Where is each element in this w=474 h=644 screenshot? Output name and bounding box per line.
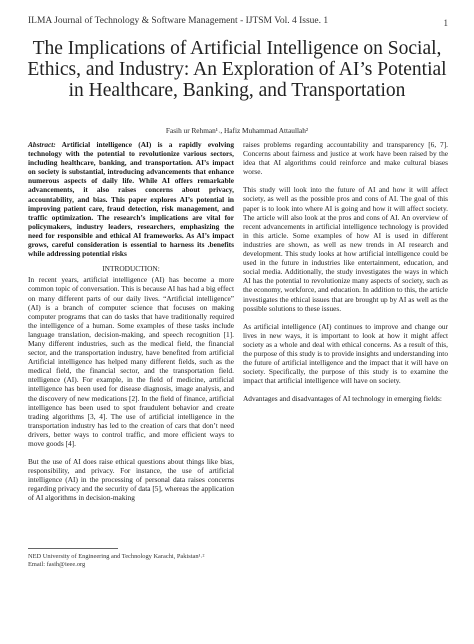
- page-number: 1: [443, 18, 448, 28]
- right-paragraph-1: raises problems regarding accountability and transparency [6, 7]. Concerns about fairness and justice at work have been raised by the idea that AI algorithms could reinforce and make cultural biases worse.: [243, 140, 448, 177]
- right-paragraph-3: As artificial intelligence (AI) continues to improve and change our lives in new ways, it is important to look at how it might affect society as a whole and deal with ethical concerns. As a result of this, the purpose of this study is to provide insights and understanding into the future of artificial intelligence and the impact that it will have on society. Specifically, the purpose of this study is to examine the impact that artificial intelligence will have on society.: [243, 321, 448, 386]
- abstract-text: Artificial intelligence (AI) is a rapidly evolving technology with the potential to revolutionize various sectors, including healthcare, banking, and transportation. AI’s impact on society is substantial, introducing advancements that enhance numerous aspects of daily life. While AI offers remarkable advancements, it also raises concerns about privacy, accountability, and bias. This paper explores AI’s potential in improving patient care, fraud detection, risk management, and traffic optimization. The research’s implications are vital for policymakers, industry leaders, researchers, emphasizing the need for responsible and ethical AI frameworks. As AI’s impact grows, careful consideration is essential to harness its .benefits while addressing potential risks: [28, 140, 234, 259]
- intro-paragraph-2: But the use of AI does raise ethical questions about things like bias, responsibility, and privacy. For instance, the use of artificial intelligence (AI) in the processing of personal data raises concerns regarding privacy and the security of data [5], whereas the application of AI algorithms in decision-making: [28, 457, 234, 503]
- intro-paragraph-1: In recent years, artificial intelligence (AI) has become a more common topic of conversation. This is because AI has had a big effect on many different parts of our daily lives. “Artificial intelligence” (AI) is a branch of computer science that focuses on making computer programs that can do tasks that have traditionally required the intelligence of a human. Some examples of these tasks include language translation, decision-making, and speech recognition [1]. Many different industries, such as the medical field, the financial sector, and the transportation industry, have benefited from artificial Artificial intelligence has helped many different fields, such as the medical field, the financial sector, and the transportation field. ntelligence (AI). For example, in the field of medicine, artificial intelligence has been used for disease diagnosis, image analysis, and the discovery of new medications [2]. In the field of finance, artificial intelligence has been used to spot fraudulent behavior and create trading algorithms [3, 4]. The use of artificial intelligence in the transportation industry has led to the creation of cars that don’t need drivers, better ways to control traffic, and more efficient ways to move goods [4].: [28, 275, 234, 448]
- author-line: Fasih ur Rehman¹˒, Hafiz Muhammad Attaullah²: [165, 126, 309, 135]
- footnote: [28, 553, 238, 569]
- affiliation: NED University of Engineering and Technology Karachi, Pakistan¹˒²: [28, 553, 205, 560]
- right-paragraph-4: Advantages and disadvantages of AI technology in emerging fields:: [243, 394, 442, 404]
- paragraph-gap: [243, 313, 448, 322]
- paragraph-gap: [243, 385, 448, 394]
- right-paragraph-2: This study will look into the future of AI and how it will affect society, as well as the possible pros and cons of AI. The goal of this paper is to look into where AI is going and how it will affect society. The article will also look at the pros and cons of AI. An overview of recent advancements in artificial intelligence technology is provided in this article. Some examples of how AI is used in different industries are shown, as well as new trends in AI research and development. This study looks at how artificial intelligence could be used in the future in industries like entertainment, education, and social media. Additionally, the study investigates the ways in which AI has the potential to revolutionize many aspects of society, such as the economy, workforce, and education. In addition to this, the article investigates the ethical issues that are brought up by AI as well as the possible solutions to these issues.: [243, 185, 448, 313]
- abstract-label: Abstract:: [28, 140, 56, 149]
- paragraph-gap: [28, 448, 234, 457]
- paragraph-gap: [243, 176, 448, 185]
- running-header: [28, 16, 448, 26]
- paper-title: The Implications of Artificial Intelligence on Social, Ethics, and Industry: An Exploration of AI’s Potential in Healthcare, Banking, and Transportation: [27, 38, 447, 101]
- email: Email: fasih@ieee.org: [28, 561, 86, 568]
- footnote-rule: [28, 548, 118, 549]
- right-column: [243, 140, 448, 403]
- abstract: [28, 140, 234, 258]
- introduction-heading: INTRODUCTION:: [102, 264, 160, 274]
- journal-name: ILMA Journal of Technology & Software Management - IJTSM Vol. 4 Issue. 1: [28, 16, 329, 26]
- left-column: [28, 140, 234, 503]
